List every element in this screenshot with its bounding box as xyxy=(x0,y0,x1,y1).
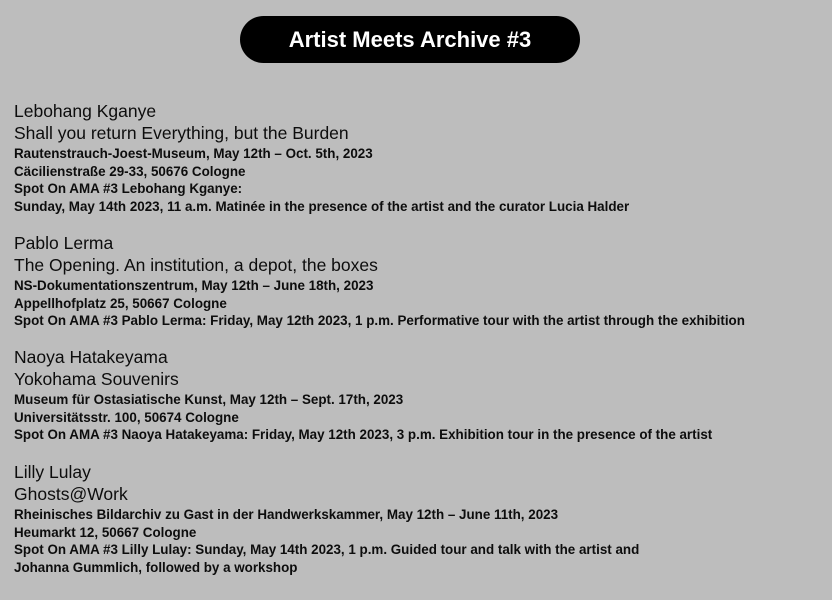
venue-dates: Museum für Ostasiatische Kunst, May 12th – Sept. 17th, 2023 xyxy=(14,392,404,407)
exhibition-entry xyxy=(14,101,824,215)
event-line: Sunday, May 14th 2023, 11 a.m. Matinée in the presence of the artist and the curator Lucia Halder xyxy=(14,198,630,214)
exhibition-title: Yokohama Souvenirs xyxy=(14,369,179,389)
page-title: Artist Meets Archive #3 xyxy=(240,16,580,63)
artist-name: Pablo Lerma xyxy=(14,233,114,253)
artist-name: Lebohang Kganye xyxy=(14,101,157,121)
exhibition-title: Ghosts@Work xyxy=(14,484,128,504)
exhibition-title: The Opening. An institution, a depot, the boxes xyxy=(14,255,378,275)
venue-address: Heumarkt 12, 50667 Cologne xyxy=(14,524,197,540)
exhibition-entry xyxy=(14,347,824,444)
artist-name: Lilly Lulay xyxy=(14,462,91,482)
exhibition-entry xyxy=(14,462,824,576)
venue-dates: Rheinisches Bildarchiv zu Gast in der Handwerkskammer, May 12th – June 11th, 2023 xyxy=(14,507,559,522)
event-line: Spot On AMA #3 Naoya Hatakeyama: Friday, May 12th 2023, 3 p.m. Exhibition tour in the presence of the artist xyxy=(14,427,713,442)
event-line: Spot On AMA #3 Lilly Lulay: Sunday, May 14th 2023, 1 p.m. Guided tour and talk with the artist and xyxy=(14,542,640,557)
venue-dates: Rautenstrauch-Joest-Museum, May 12th – Oct. 5th, 2023 xyxy=(14,146,373,161)
venue-address: Cäcilienstraße 29-33, 50676 Cologne xyxy=(14,163,246,179)
exhibition-title: Shall you return Everything, but the Burden xyxy=(14,123,349,143)
event-line: Spot On AMA #3 Pablo Lerma: Friday, May 12th 2023, 1 p.m. Performative tour with the artist through the exhibition xyxy=(14,313,745,328)
venue-dates: NS-Dokumentationszentrum, May 12th – June 18th, 2023 xyxy=(14,278,374,293)
event-line: Johanna Gummlich, followed by a workshop xyxy=(14,559,298,575)
artist-name: Naoya Hatakeyama xyxy=(14,347,168,367)
exhibition-entry xyxy=(14,233,824,330)
venue-address: Appellhofplatz 25, 50667 Cologne xyxy=(14,295,227,311)
venue-address: Universitätsstr. 100, 50674 Cologne xyxy=(14,409,239,425)
event-line: Spot On AMA #3 Lebohang Kganye: xyxy=(14,181,243,196)
